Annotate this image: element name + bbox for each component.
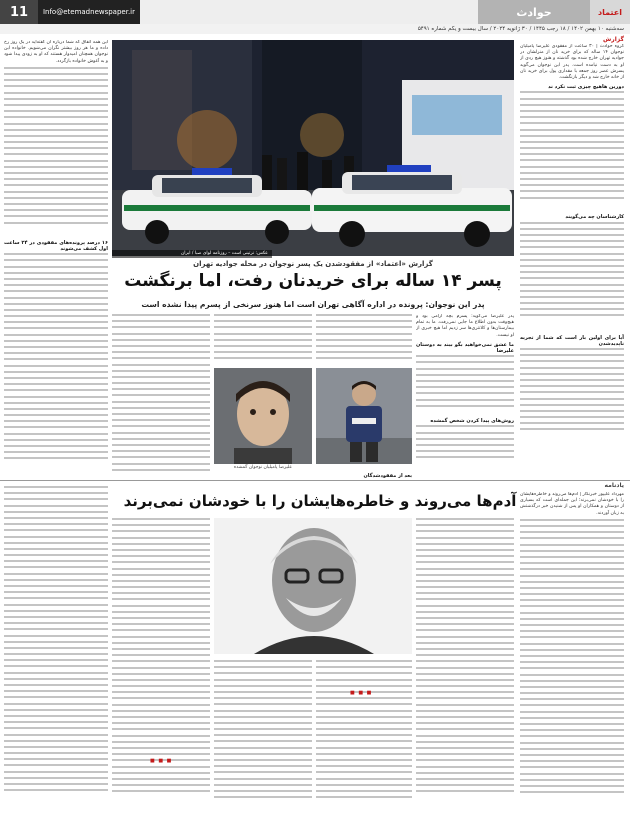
right-column-text: گروه حوادث | ۳۰ ساعت از مفقودی علیرضا پامیلیان نوجوان ۱۴ ساله که برای خرید نان از منزلشان در جوادیه تهران خارج شده بود گذشته و هنوز هیچ ردی از او به دست نیامده است. پدر این نوجوان می‌گوید پسرش عصر روز جمعه با مقداری پول برای خرید نان از خانه خارج شد و دیگر بازنگشت. [520, 44, 624, 81]
main-kicker: گزارش «اعتماد» از مفقودشدن یک پسر نوجوان در محله جوادیه تهران [193, 260, 433, 268]
subhead-friends: ما عشق نمی‌خواهید بگو بیند به دوستان علیرضا [416, 341, 514, 355]
mid-column-1 [416, 314, 514, 478]
hero-photo [112, 40, 514, 256]
subhead-24-hours: ۱۶ درصد پرونده‌های مفقودی در ۲۴ ساعت اول کشف می‌شوند [4, 239, 108, 253]
lower-column-b [214, 660, 312, 814]
report-tag: گزارش [602, 36, 624, 43]
main-headline: پسر ۱۴ ساله برای خریدنان رفت، اما برنگشت [124, 271, 502, 291]
elder-man-photo [214, 518, 412, 654]
text-lines [416, 425, 514, 465]
memorial-tag: یادنامه [604, 482, 624, 489]
newspaper-logo: اعتماد [590, 0, 630, 24]
mid-column-2-text [316, 314, 412, 364]
page-number: 11 [0, 0, 38, 24]
text-lines [4, 67, 108, 237]
text-lines [4, 253, 108, 473]
lower-right-text: مهرداد علیپور خبرنگار | آدم‌ها می‌روند و خاطره‌هایشان را با خودشان نمی‌برند؛ این جمله‌ای است که بسیاری از دوستان و همکاران او پس از شنیدن خبر درگذشتش به زبان آوردند. [520, 492, 624, 516]
section-divider [0, 480, 630, 481]
lower-column-c [316, 660, 412, 814]
subhead-cameras: دورین هاهیچ چیزی ثبت نکرد ند [548, 84, 624, 91]
boy-standing-illustration [316, 368, 412, 464]
lower-right-column [520, 492, 624, 814]
text-lines [520, 519, 624, 809]
hero-caption: عکس: نرتینی است – روزنامه لوای صبا / ایران [112, 250, 272, 258]
boy-photo-caption: علیرضا پامیلیان نوجوان گمشده [233, 465, 293, 470]
boy-portrait-photo [214, 368, 312, 464]
boy-portrait-illustration [214, 368, 312, 464]
right-column [520, 44, 624, 480]
elder-man-illustration [214, 518, 412, 654]
after-missing-subhead-wrap [214, 470, 412, 478]
lower-column-a [112, 518, 210, 814]
left-column-text: این همه اتفاق که شما درباره آن گفته‌اید در یک روز رخ داده و ما هر روز بیشتر نگران می‌شویم. خانواده این نوجوان همچنان امیدوار هستند که او به زودی پیدا شود و به آغوش خانواده بازگردد. [4, 40, 108, 64]
text-lines [520, 91, 624, 211]
section-marks: ■ ■ ■ [350, 690, 373, 696]
email-address[interactable]: Info@etemadnewspaper.ir [38, 0, 140, 24]
text-lines [520, 222, 624, 332]
subhead-first-time: آیا برای اولین بار است که شما از تجربه ناپدیدشدن [520, 334, 624, 347]
mid-column-3-text [214, 314, 312, 364]
lower-headline: آدم‌ها می‌روند و خاطره‌هایشان را با خودشان نمی‌برند [123, 492, 517, 510]
section-marks: ■ ■ ■ [150, 758, 173, 764]
main-subhead: پدر این نوجوان: پرونده در اداره آگاهی تهران است اما هنوز سرنخی از پسرم پیدا نشده است [141, 300, 485, 309]
subhead-methods: روش‌های پیدا کردن شخص گمشده [430, 418, 514, 425]
page-header [0, 0, 630, 24]
section-title: حوادث [478, 0, 590, 24]
lower-left-column [4, 486, 108, 814]
subhead-after-missing: بعد از مفقودشدگان [363, 473, 412, 478]
header-spacer [140, 0, 478, 24]
mid-column-text: پدر علیرضا می‌گوید: پسرم بچه آرامی بود و هیچ‌وقت بدون اطلاع ما جایی نمی‌رفت. ما به تمام بیمارستان‌ها و کلانتری‌ها سر زدیم اما هیچ خبری از او نیست. [416, 314, 514, 338]
lower-column-d [416, 518, 514, 814]
left-column [4, 40, 108, 480]
subhead-experts: کارشناسان چه می‌گویند [565, 214, 624, 221]
mid-column-4-text [112, 314, 210, 478]
dateline: سه‌شنبه ۱۰ بهمن ۱۴۰۲ / ۱۸ رجب ۱۴۴۵ / ۳۰ ژانویه ۲۰۲۴ / سال بیست و یکم شماره ۵۴۹۱ [0, 24, 630, 34]
text-lines [416, 355, 514, 415]
text-lines [520, 348, 624, 448]
police-scene-illustration [112, 40, 514, 256]
boy-standing-photo [316, 368, 412, 464]
